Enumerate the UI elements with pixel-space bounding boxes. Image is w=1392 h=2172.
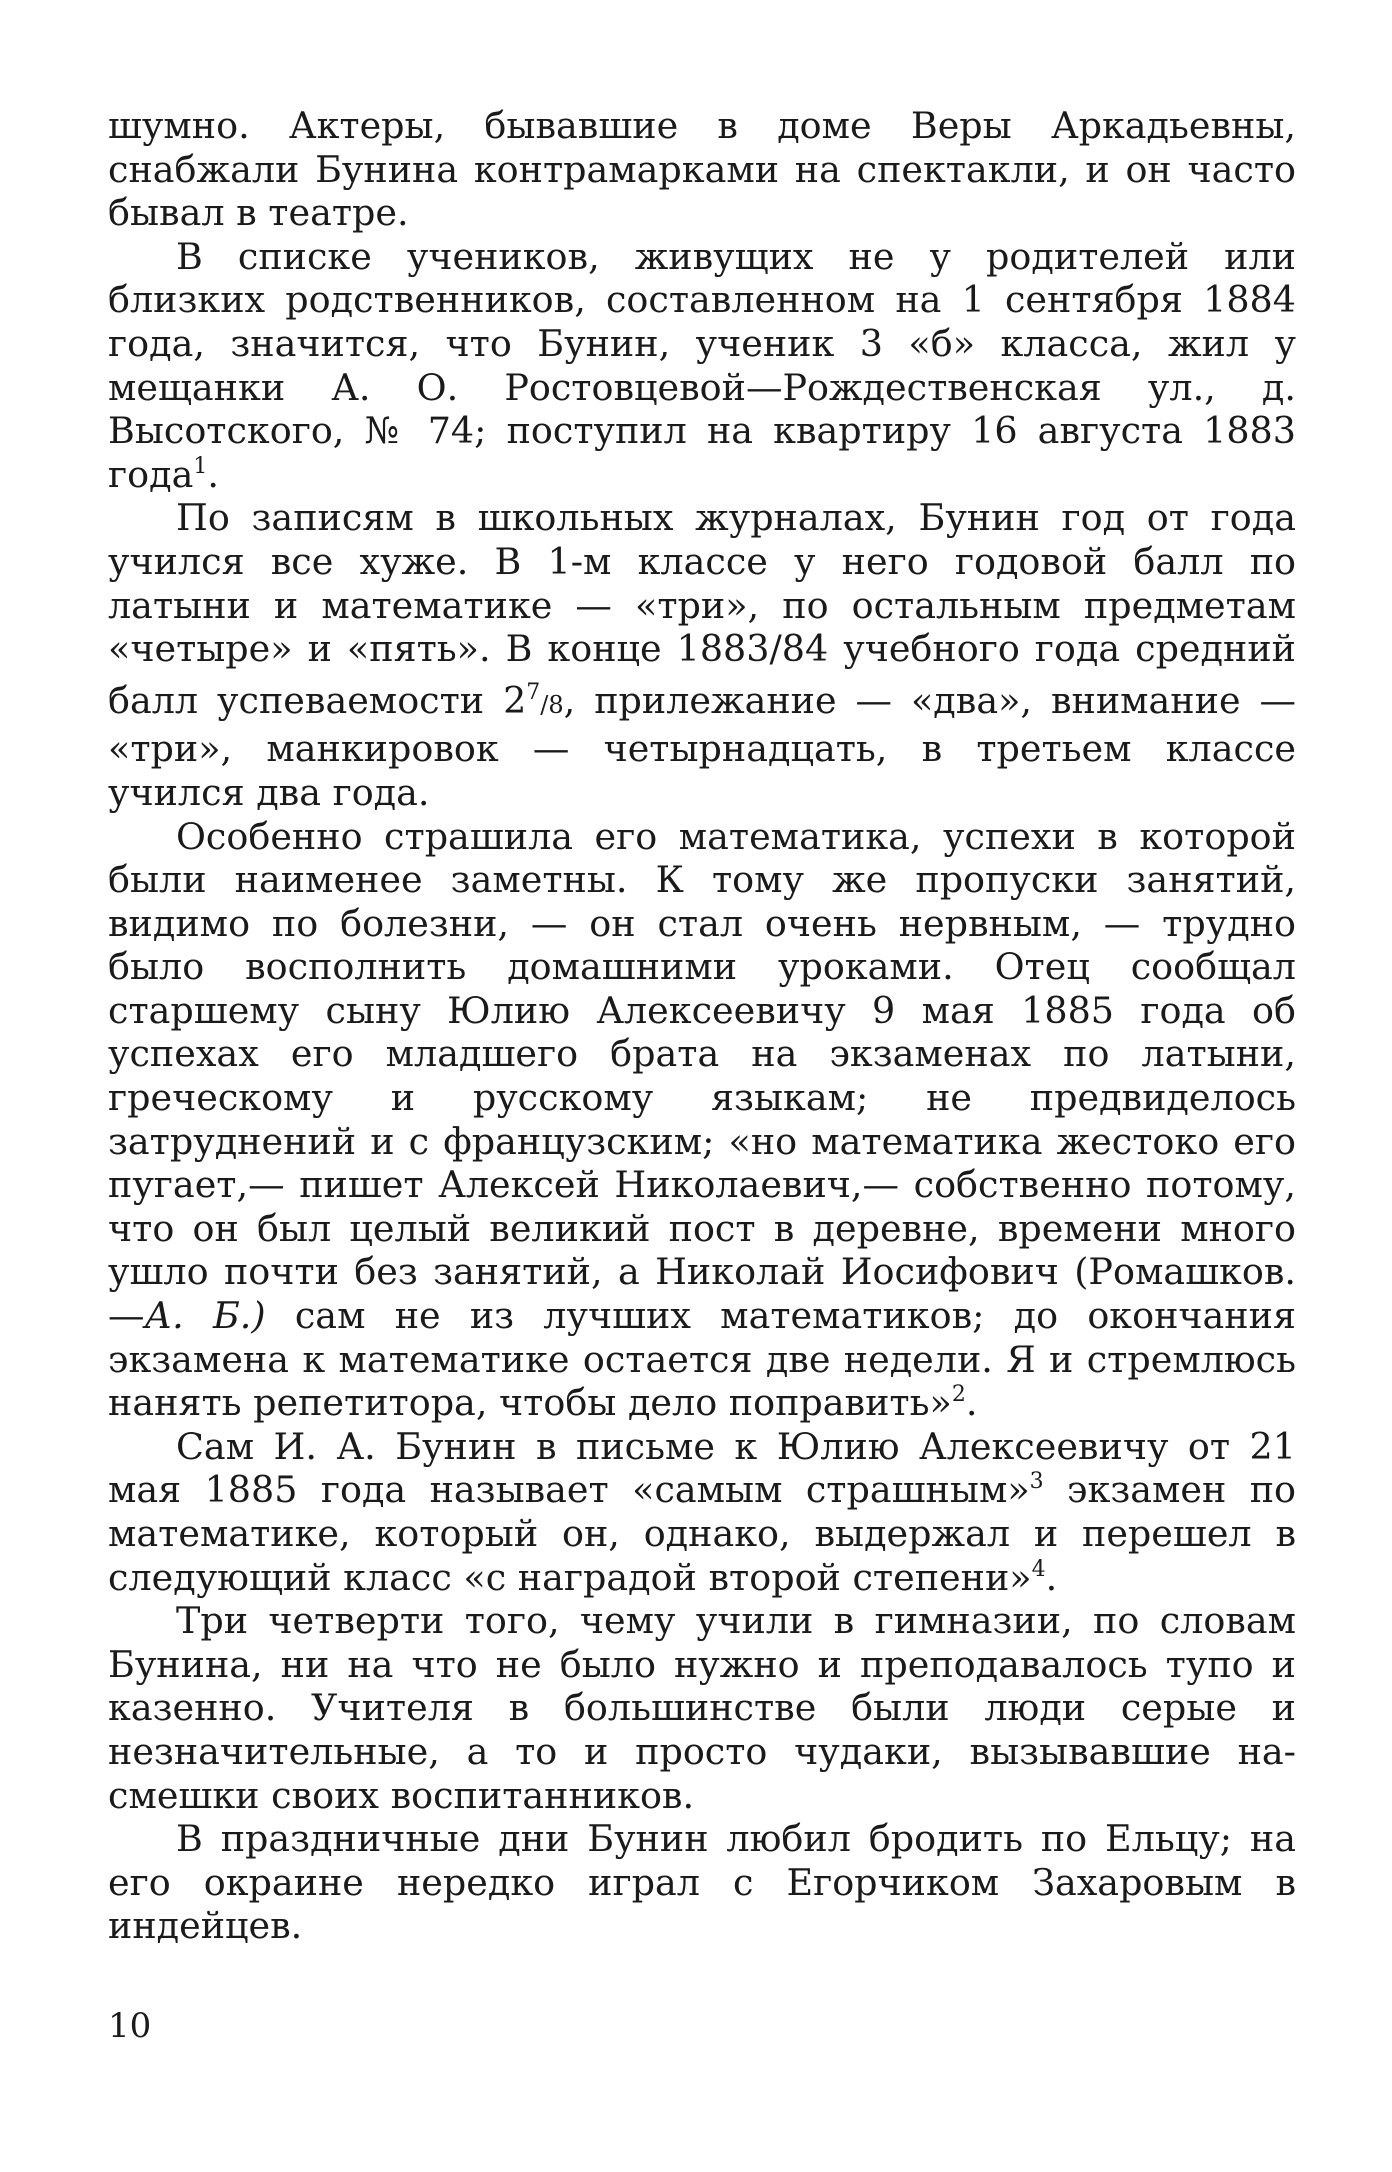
paragraph-4 <box>108 815 1296 1425</box>
paragraph-5-end: . <box>1045 1555 1058 1599</box>
footnote-ref-3: 3 <box>1029 1469 1044 1495</box>
footnote-ref-1: 1 <box>193 453 208 479</box>
fraction-denominator: /8 <box>540 690 564 719</box>
paragraph-4-text: Особенно страшила его математика, успехи в которой были наименее заметны. К тому же пропуски занятий, видимо по болезни, — он стал очень нервным, — трудно было восполнить домашними уроками. Отец сообщал старшему сыну Юлию Алексеевичу 9 мая 1885 года об успехах его младшего брата на экзаменах по латыни, греческому и русскому языкам; не предвиделось затруднений и с французским; «но математика жестоко его пугает,— пишет Алексей Николаевич,— собственно потому, что он был целый великий пост в деревне, времени много ушло почти без занятий, а Николай Иосифович (Ромашков. — <box>108 814 1296 1338</box>
paragraph-2 <box>108 235 1296 497</box>
fraction-numerator: 7 <box>526 679 541 705</box>
paragraph-3-text: По записям в школьных журналах, Бунин год от года учился все хуже. В 1-м классе у него годовой балл по латыни и математике — «три», по остальным предметам «четыре» и «пять». В конце 1883/84 учебного года средний балл успеваемости 2 <box>108 496 1296 722</box>
footnote-ref-2: 2 <box>951 1382 966 1408</box>
paragraph-3 <box>108 496 1296 814</box>
paragraph-2-text: В списке учеников, живущих не у родителей или близких родственников, составленном на 1 сентября 1884 года, значится, что Бунин, ученик 3 «б» класса, жил у мещанки А. О. Ростовцевой—Рождественская ул., д. Высотского, № 74; поступил на квартиру 16 августа 1883 года <box>108 234 1296 496</box>
paragraph-6 <box>108 1599 1296 1817</box>
editor-note-initials: А. Б.) <box>144 1294 266 1338</box>
page-number: 10 <box>108 2006 152 2046</box>
paragraph-4-end: . <box>965 1381 978 1425</box>
page-body <box>108 104 1296 1948</box>
paragraph-7 <box>108 1817 1296 1948</box>
paragraph-7-text: В праздничные дни Бунин любил бродить по Ельцу; на его окраине нередко играл с Егорчиком Захаровым в индейцев. <box>108 1817 1296 1948</box>
paragraph-5 <box>108 1425 1296 1599</box>
paragraph-1 <box>108 104 1296 235</box>
paragraph-6-text: Три четверти того, чему учили в гимназии, по словам Бунина, ни на что не было нужно и преподавалось тупо и казенно. Учителя в большинстве были люди серые и незначительные, а то и просто чудаки, вызывавшие насмешки своих воспитанников. <box>108 1599 1296 1817</box>
paragraph-2-end: . <box>207 452 219 496</box>
paragraph-5-text: Сам И. А. Бунин в письме к Юлию Алексеевичу от 21 мая 1885 года называет «самым страшным» <box>108 1424 1296 1512</box>
paragraph-3-text-continued: , прилежание — «два», внимание — «три», манкировок — четырнадцать, в третьем классе учился два года. <box>108 678 1296 814</box>
paragraph-5-text-continued: экзамен по математике, который он, однако, выдержал и перешел в следующий класс «с наградой второй степени» <box>108 1468 1296 1599</box>
footnote-ref-4: 4 <box>1031 1556 1046 1582</box>
paragraph-4-text-continued: сам не из лучших математиков; до окончания экзамена к математике остается две недели. Я и стремлюсь нанять репетитора, чтобы дело поправить» <box>108 1294 1296 1425</box>
paragraph-1-text: шумно. Актеры, бывавшие в доме Веры Аркадьевны, снабжали Бунина контрамарками на спектакли, и он часто бывал в театре. <box>108 104 1296 235</box>
